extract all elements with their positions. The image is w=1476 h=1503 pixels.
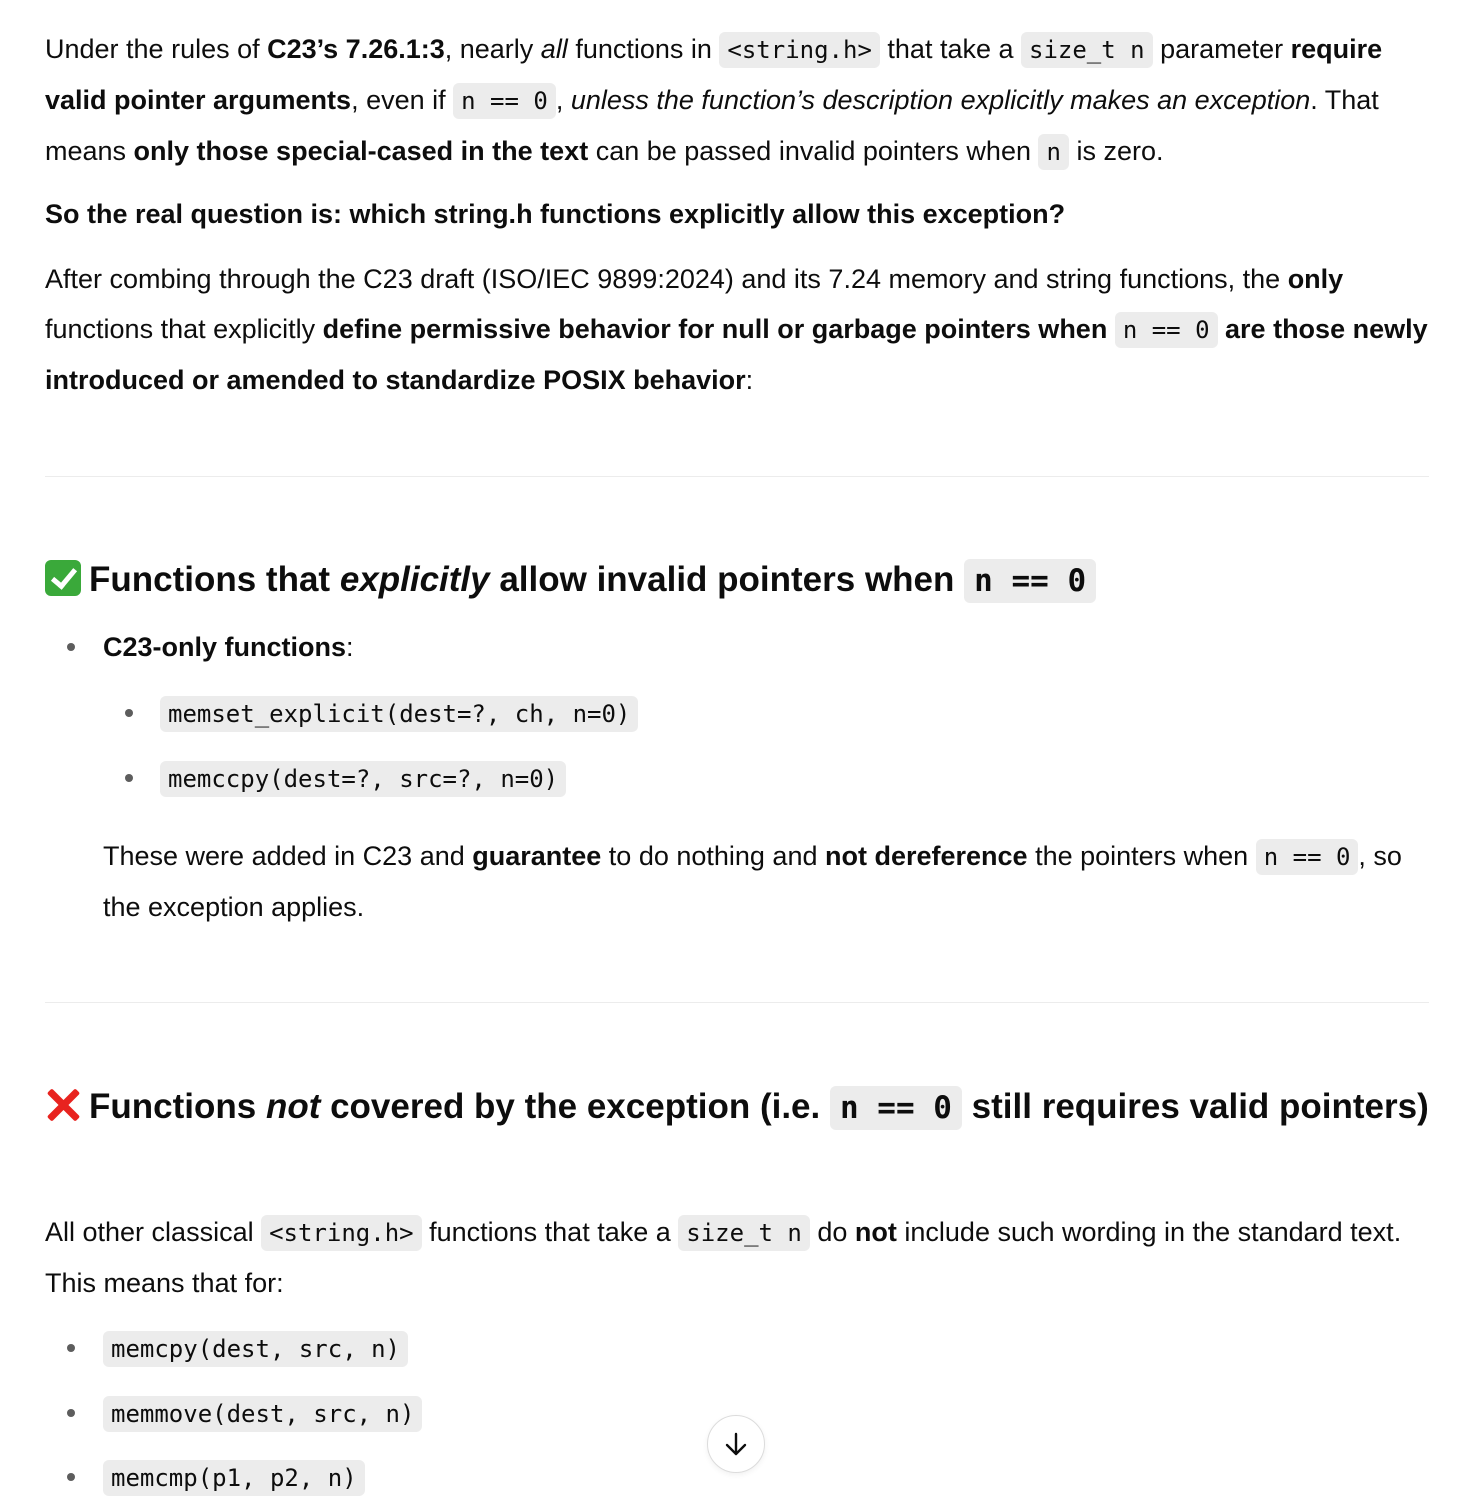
inline-code: n == 0 xyxy=(1256,839,1359,875)
inline-code: size_t n xyxy=(678,1215,810,1251)
bullet-dot xyxy=(125,774,133,782)
inline-code: n == 0 xyxy=(1115,312,1218,348)
draft-paragraph: After combing through the C23 draft (ISO/IEC 9899:2024) and its 7.24 memory and string functions, the only functions that explicitly define permissive behavior for null or garbage pointers when n == 0 are those newly introduced or amended to standardize POSIX behavior: xyxy=(45,264,1428,395)
scroll-to-bottom-button[interactable] xyxy=(707,1415,765,1473)
inline-code: memcpy(dest, src, n) xyxy=(103,1331,408,1367)
intro-paragraph: Under the rules of C23’s 7.26.1:3, nearly all functions in <string.h> that take a size_t n parameter require valid pointer arguments, even if n == 0 , unless the function’s description explicitly makes an exception. That means only those special-cased in the text can be passed invalid pointers when n is zero. xyxy=(45,24,1429,177)
inline-code: <string.h> xyxy=(261,1215,422,1251)
list-item xyxy=(103,1388,422,1439)
inline-code: memccpy(dest=?, src=?, n=0) xyxy=(160,761,566,797)
not-covered-heading: Functions not covered by the exception (i.e. n == 0 still requires valid pointers) xyxy=(45,1078,1429,1137)
bullet-dot xyxy=(125,709,133,717)
divider xyxy=(45,476,1429,477)
list-item: C23-only functions: xyxy=(103,632,354,662)
list-item xyxy=(103,1452,365,1503)
inline-code: n xyxy=(1038,134,1068,170)
cross-mark-icon xyxy=(45,1087,81,1123)
list-item xyxy=(160,753,566,804)
question-paragraph: So the real question is: which string.h functions explicitly allow this exception? xyxy=(45,199,1066,229)
inline-code: n == 0 xyxy=(964,559,1096,603)
arrow-down-icon xyxy=(723,1431,749,1457)
inline-code: <string.h> xyxy=(719,32,880,68)
bullet-dot xyxy=(67,1473,75,1481)
note-paragraph: These were added in C23 and guarantee to do nothing and not dereference the pointers when n == 0 , so the exception applies. xyxy=(103,841,1402,922)
bullet-dot xyxy=(67,1409,75,1417)
inline-code: memset_explicit(dest=?, ch, n=0) xyxy=(160,696,638,732)
allowed-heading: Functions that explicitly allow invalid pointers when n == 0 xyxy=(45,551,1429,610)
divider xyxy=(45,1002,1429,1003)
inline-code: size_t n xyxy=(1021,32,1153,68)
bullet-dot xyxy=(67,1344,75,1352)
inline-code: n == 0 xyxy=(830,1086,962,1130)
list-item xyxy=(160,688,638,739)
list-item xyxy=(103,1323,408,1374)
bullet-dot xyxy=(67,643,75,651)
white-check-mark-icon xyxy=(45,560,81,596)
other-functions-paragraph: All other classical <string.h> functions that take a size_t n do not include such wording in the standard text. This means that for: xyxy=(45,1217,1402,1298)
inline-code: memmove(dest, src, n) xyxy=(103,1396,422,1432)
inline-code: memcmp(p1, p2, n) xyxy=(103,1460,365,1496)
inline-code: n == 0 xyxy=(453,83,556,119)
